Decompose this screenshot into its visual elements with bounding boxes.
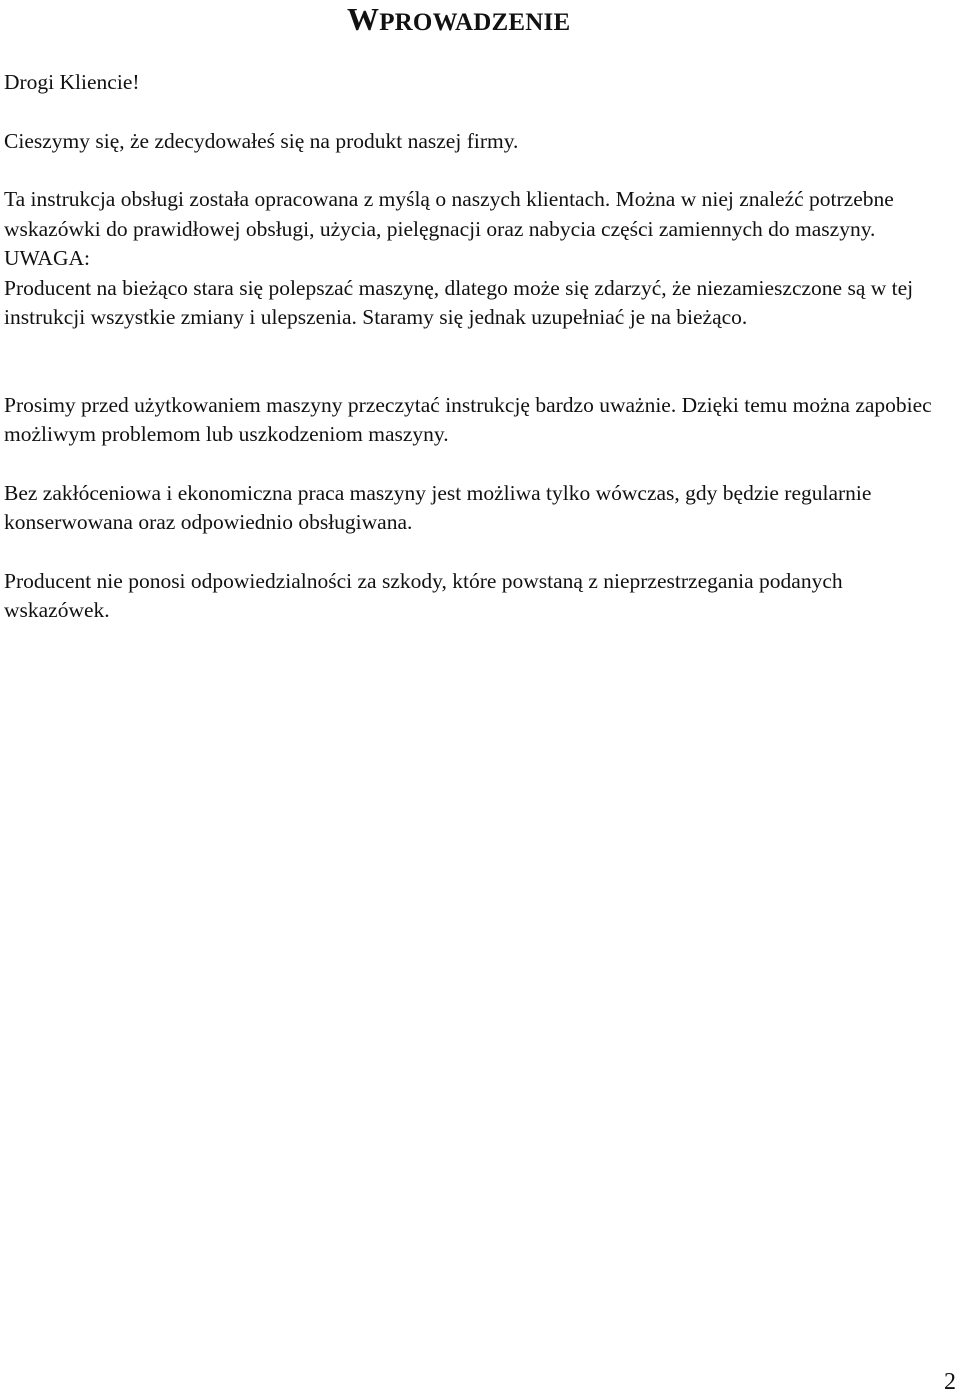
greeting: Drogi Kliencie!	[4, 70, 140, 94]
warning-label: UWAGA:	[4, 246, 90, 270]
document-body	[4, 68, 944, 626]
page-title-initial: W	[347, 1, 380, 37]
page-number: 2	[944, 1369, 956, 1395]
paragraph-read-carefully: Prosimy przed użytkowaniem maszyny przeczytać instrukcję bardzo uważnie. Dzięki temu można zapobiec możliwym problemom lub uszkodzeniom maszyny.	[4, 392, 932, 446]
paragraph-manual: Ta instrukcja obsługi została opracowana z myślą o naszych klientach. Można w niej znaleźć potrzebne wskazówki do prawidłowej obsługi, użycia, pielęgnacji oraz nabycia części zamiennych do maszyny.	[4, 187, 894, 241]
paragraph-liability: Producent nie ponosi odpowiedzialności za szkody, które powstaną z nieprzestrzegania podanych wskazówek.	[4, 568, 843, 622]
paragraph-maintenance: Bez zakłóceniowa i ekonomiczna praca maszyny jest możliwa tylko wówczas, gdy będzie regularnie konserwowana oraz odpowiednio obsługiwana.	[4, 480, 872, 534]
paragraph-warning: Producent na bieżąco stara się polepszać maszynę, dlatego może się zdarzyć, że niezamieszczone są w tej instrukcji wszystkie zmiany i ulepszenia. Staramy się jednak uzupełniać je na bieżąco.	[4, 275, 914, 329]
page-title	[347, 0, 570, 42]
page-title-rest: PROWADZENIE	[379, 9, 571, 36]
paragraph-thanks: Cieszymy się, że zdecydowałeś się na produkt naszej firmy.	[4, 128, 519, 153]
